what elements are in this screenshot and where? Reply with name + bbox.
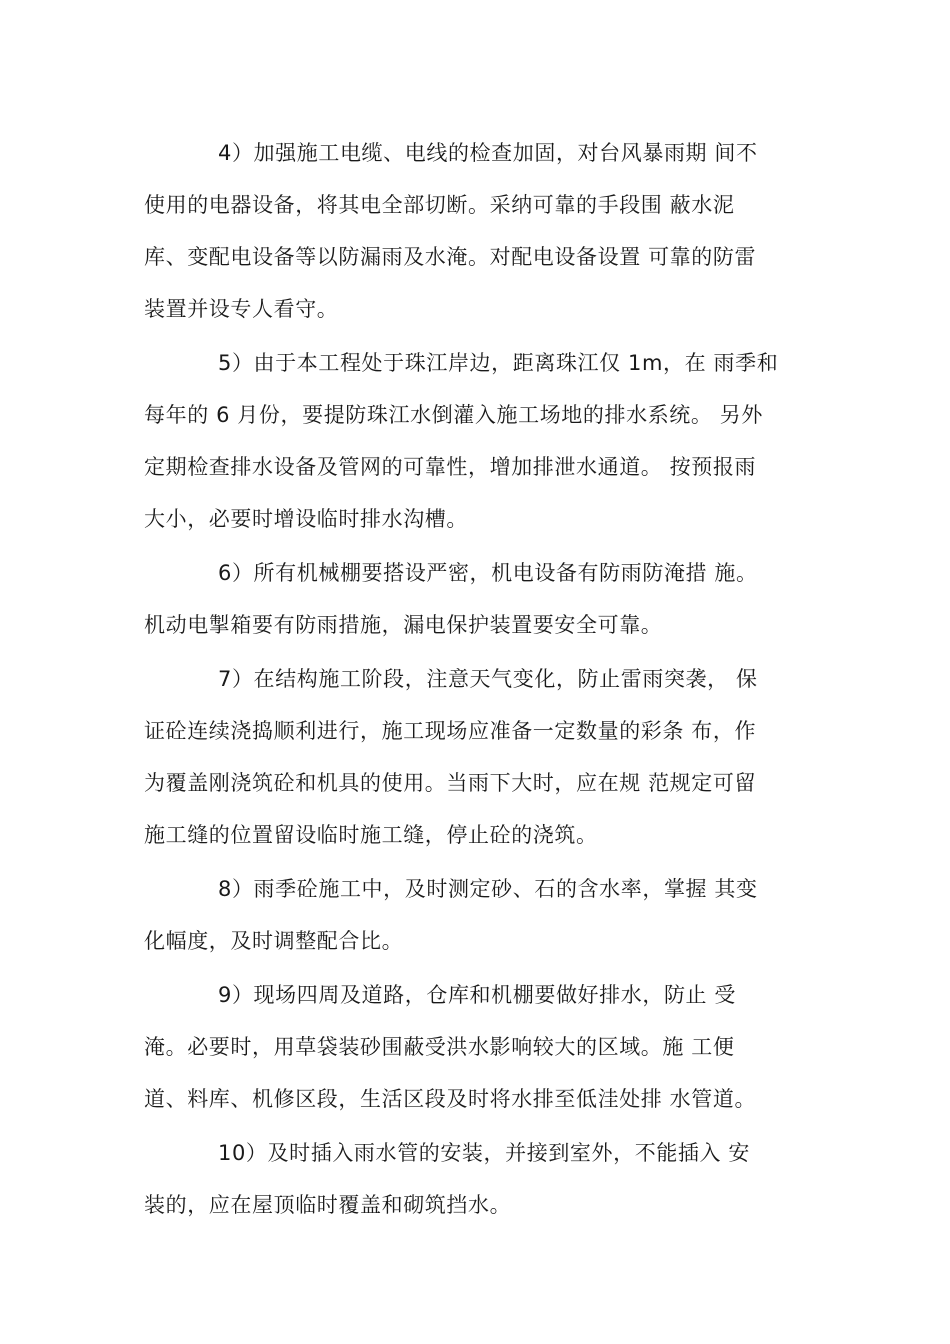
paragraph-item-7 (144, 653, 824, 861)
text-line: 7）在结构施工阶段，注意天气变化，防止雷雨突袭， 保 (218, 667, 758, 691)
paragraph-item-6 (144, 547, 824, 651)
text-line: 淹。必要时，用草袋装砂围蔽受洪水影响较大的区域。施 工便 (144, 1035, 735, 1059)
text-line: 每年的 6 月份，要提防珠江水倒灌入施工场地的排水系统。 另外 (144, 403, 763, 427)
text-line: 机动电掣箱要有防雨措施，漏电保护装置要安全可靠。 (144, 613, 663, 637)
text-line: 施工缝的位置留设临时施工缝，停止砼的浇筑。 (144, 823, 598, 847)
text-line: 定期检查排水设备及管网的可靠性，增加排泄水通道。 按预报雨 (144, 455, 757, 479)
text-line: 为覆盖刚浇筑砼和机具的使用。当雨下大时，应在规 范规定可留 (144, 771, 757, 795)
paragraph-item-8 (144, 863, 824, 967)
text-line: 10）及时插入雨水管的安装，并接到室外，不能插入 安 (218, 1141, 750, 1165)
text-line: 道、料库、机修区段，生活区段及时将水排至低洼处排 水管道。 (144, 1087, 757, 1111)
text-line: 证砼连续浇捣顺利进行，施工现场应准备一定数量的彩条 布，作 (144, 719, 757, 743)
text-line: 4）加强施工电缆、电线的检查加固，对台风暴雨期 间不 (218, 141, 758, 165)
paragraph-item-10 (144, 1127, 824, 1231)
text-line: 6）所有机械棚要搭设严密，机电设备有防雨防淹措 施。 (218, 561, 758, 585)
text-line: 化幅度，及时调整配合比。 (144, 929, 404, 953)
text-line: 大小，必要时增设临时排水沟槽。 (144, 507, 468, 531)
text-line: 库、变配电设备等以防漏雨及水淹。对配电设备设置 可靠的防雷 (144, 245, 757, 269)
paragraph-item-4 (144, 127, 824, 335)
document-body (144, 127, 824, 1231)
text-line: 9）现场四周及道路，仓库和机棚要做好排水，防止 受 (218, 983, 737, 1007)
text-line: 装的，应在屋顶临时覆盖和砌筑挡水。 (144, 1193, 512, 1217)
paragraph-item-5 (144, 337, 824, 545)
paragraph-item-9 (144, 969, 824, 1125)
text-line: 使用的电器设备，将其电全部切断。采纳可靠的手段围 蔽水泥 (144, 193, 735, 217)
text-line: 5）由于本工程处于珠江岸边，距离珠江仅 1m，在 雨季和 (218, 351, 779, 375)
text-line: 装置并设专人看守。 (144, 297, 339, 321)
text-line: 8）雨季砼施工中，及时测定砂、石的含水率，掌握 其变 (218, 877, 758, 901)
